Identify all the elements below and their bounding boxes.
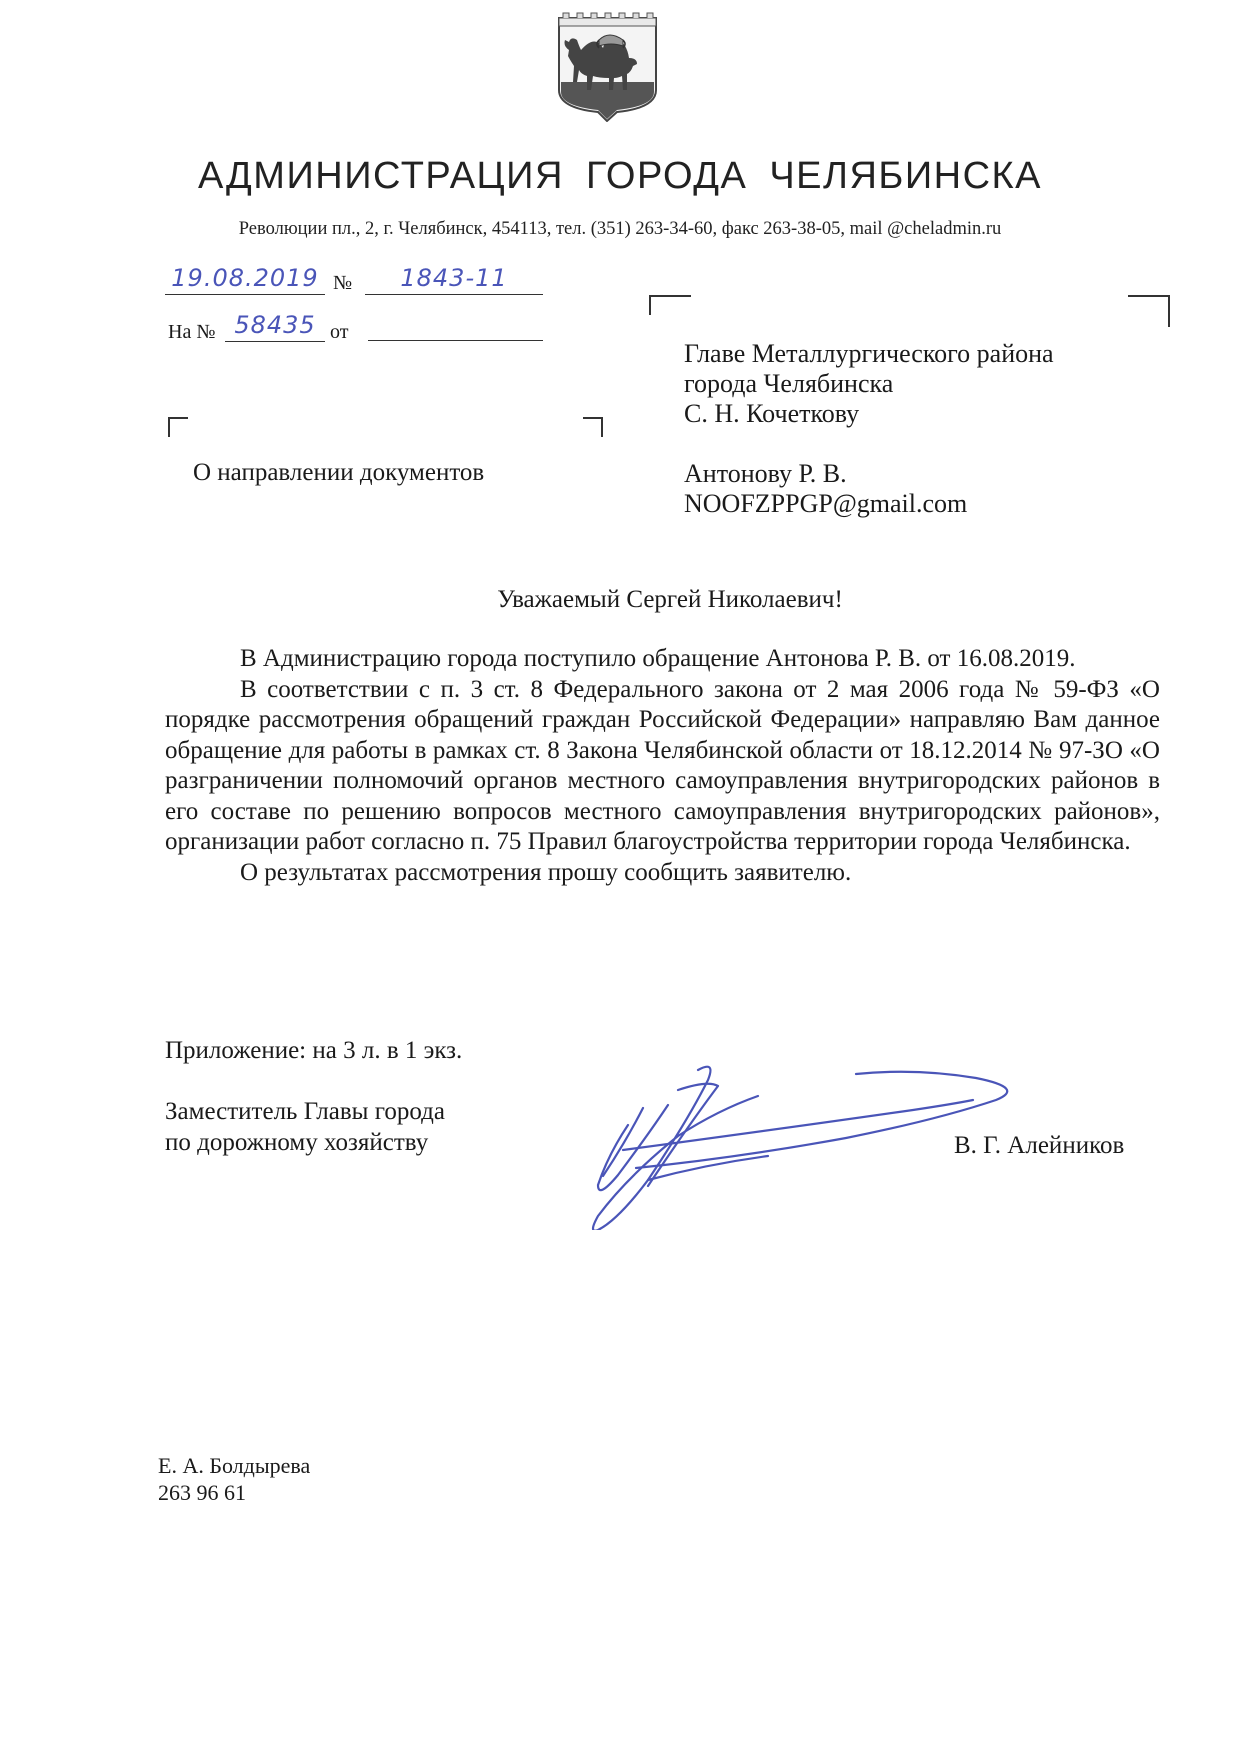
applicant-email: NOOFZPPGP@gmail.com bbox=[684, 489, 968, 518]
executor-block bbox=[158, 1452, 310, 1506]
reply-from-date bbox=[368, 314, 543, 341]
organization-title: АДМИНИСТРАЦИЯ ГОРОДА ЧЕЛЯБИНСКА bbox=[197, 155, 1043, 197]
applicant-name: Антонову Р. В. bbox=[684, 459, 847, 488]
coat-of-arms-icon bbox=[555, 10, 660, 122]
recipient-corner-right bbox=[1128, 295, 1170, 327]
number-label: № bbox=[333, 272, 353, 294]
recipient-block bbox=[684, 339, 1124, 519]
paragraph-2: В соответствии с п. 3 ст. 8 Федерального закона от 2 мая 2006 года № 59-ФЗ «О порядке рассмотрения обращений граждан Российской Федерации» направляю Вам данное обращение для работы в рамках ст. 8 Закона Челябинской области от 18.12.2014 № 97-ЗО «О разграничении полномочий органов местного самоуправления внутригородских районов в его составе по решению вопросов местного самоуправления внутригородских районов», организации работ согласно п. 75 Правил благоустройства территории города Челябинска. bbox=[165, 675, 1160, 855]
recipient-position: Главе Металлургического района bbox=[684, 339, 1054, 368]
recipient-corner-left bbox=[649, 295, 691, 315]
reply-number: 58435 bbox=[225, 311, 325, 342]
outgoing-date: 19.08.2019 bbox=[165, 264, 325, 295]
executor-name: Е. А. Болдырева bbox=[158, 1453, 311, 1478]
subject-corner-right bbox=[583, 417, 603, 437]
signatory-title-line2: по дорожному хозяйству bbox=[165, 1128, 429, 1156]
recipient-city: города Челябинска bbox=[684, 369, 894, 398]
subject-corner-left bbox=[168, 417, 188, 437]
signatory-name: В. Г. Алейников bbox=[954, 1132, 1125, 1159]
salutation: Уважаемый Сергей Николаевич! bbox=[497, 586, 843, 613]
reply-from-label: от bbox=[330, 321, 349, 343]
reply-prefix-label: На № bbox=[168, 321, 216, 343]
outgoing-number: 1843-11 bbox=[365, 264, 543, 295]
paragraph-1: В Администрацию города поступило обращение Антонова Р. В. от 16.08.2019. bbox=[240, 645, 1076, 672]
recipient-name: С. Н. Кочеткову bbox=[684, 399, 860, 428]
subject-line: О направлении документов bbox=[193, 459, 485, 486]
signatory-title bbox=[165, 1097, 445, 1158]
signatory-title-line1: Заместитель Главы города bbox=[165, 1098, 445, 1125]
attachment-note: Приложение: на 3 л. в 1 экз. bbox=[165, 1037, 463, 1064]
organization-address: Революции пл., 2, г. Челябинск, 454113, тел. (351) 263-34-60, факс 263-38-05, mail @cheladmin.ru bbox=[238, 219, 1002, 239]
paragraph-3: О результатах рассмотрения прошу сообщить заявителю. bbox=[240, 858, 852, 886]
letter-body bbox=[165, 644, 1160, 888]
signature-icon bbox=[548, 1050, 1048, 1230]
executor-phone: 263 96 61 bbox=[158, 1480, 246, 1505]
